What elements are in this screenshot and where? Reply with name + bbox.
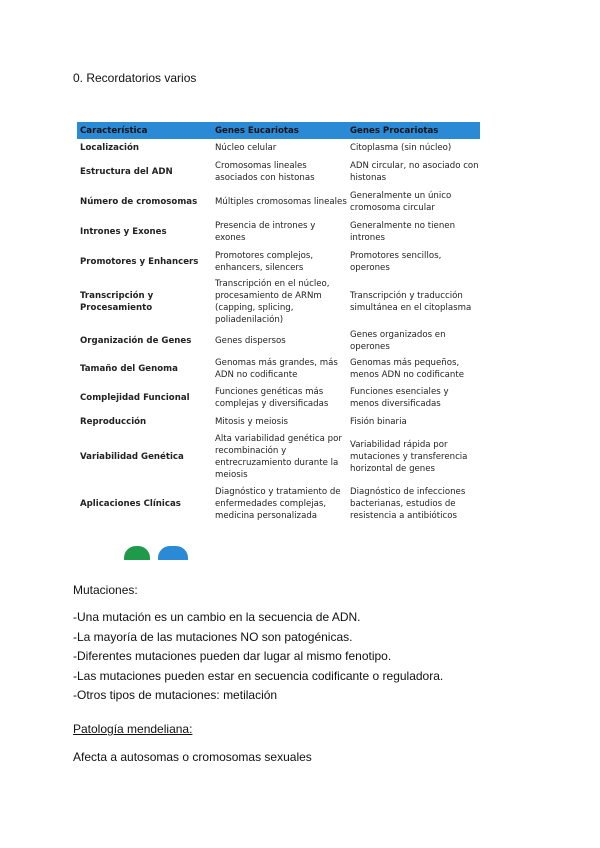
pathology-title: Patología mendeliana: [73,722,193,736]
cell-feature: Organización de Genes [80,336,192,346]
cell-eukaryotic: Alta variabilidad genética por recombinación y entrecruzamiento durante la meiosis [215,434,342,480]
cell-prokaryotic: Genomas más pequeños, menos ADN no codificante [350,358,464,380]
logo-blue-shape [158,546,188,560]
cell-prokaryotic: Funciones esenciales y menos diversificadas [350,387,449,409]
logo-green-shape [124,546,150,560]
list-item: -Una mutación es un cambio en la secuencia de ADN. [73,610,361,624]
cell-eukaryotic: Promotores complejos, enhancers, silencers [215,251,314,273]
cell-prokaryotic: Citoplasma (sin núcleo) [350,143,452,153]
cell-feature: Reproducción [80,417,147,427]
cell-eukaryotic: Genomas más grandes, más ADN no codificante [215,358,338,380]
cell-feature: Localización [80,143,140,153]
table-row [77,383,480,413]
cell-feature: Tamaño del Genoma [80,364,178,374]
cell-eukaryotic: Núcleo celular [215,143,277,153]
cell-feature: Complejidad Funcional [80,393,190,403]
table-row [77,413,480,431]
header-feature: Característica [77,122,212,139]
cell-prokaryotic: Promotores sencillos, operones [350,251,442,273]
table-row [77,277,480,327]
cell-prokaryotic: Diagnóstico de infecciones bacterianas, estudios de resistencia a antibióticos [350,487,466,521]
cell-feature: Intrones y Exones [80,227,167,237]
cell-eukaryotic: Genes dispersos [215,336,286,346]
table-row [77,355,480,383]
cell-prokaryotic: Genes organizados en operones [350,330,446,352]
list-item: -Las mutaciones pueden estar en secuencia codificante o reguladora. [73,668,444,683]
mutations-list [73,610,443,708]
table-header-row [77,122,480,139]
header-eukaryotic: Genes Eucariotas [212,122,347,139]
cell-eukaryotic: Múltiples cromosomas lineales [215,197,347,207]
cell-feature: Aplicaciones Clínicas [80,499,181,509]
cell-prokaryotic: Generalmente un único cromosoma circular [350,191,452,213]
table-clip-mask [76,560,496,580]
cell-feature: Variabilidad Genética [80,452,184,462]
page-heading: 0. Recordatorios varios [73,71,197,85]
cell-feature: Estructura del ADN [80,167,173,177]
cell-feature: Número de cromosomas [80,197,198,207]
cell-prokaryotic: Generalmente no tienen intrones [350,221,456,243]
cell-eukaryotic: Cromosomas lineales asociados con histonas [215,161,315,183]
cell-feature: Promotores y Enhancers [80,257,199,267]
cell-prokaryotic: Transcripción y traducción simultánea en el citoplasma [350,291,472,313]
table-row [77,247,480,277]
table-row [77,139,480,157]
list-item: -Otros tipos de mutaciones: metilación [73,688,278,702]
table-row [77,327,480,355]
table-row [77,157,480,187]
table-row [77,431,480,483]
cell-eukaryotic: Presencia de intrones y exones [215,221,316,243]
table-row [77,187,480,217]
cell-prokaryotic: ADN circular, no asociado con histonas [350,161,479,183]
cell-eukaryotic: Transcripción en el núcleo, procesamiento de ARNm (capping, splicing, poliadenilación) [215,279,330,325]
cell-eukaryotic: Mitosis y meiosis [215,417,288,427]
watermark-logo [124,546,194,560]
cell-feature: Transcripción y Procesamiento [80,291,154,313]
header-prokaryotic: Genes Procariotas [347,122,480,139]
cell-eukaryotic: Funciones genéticas más complejas y diversificadas [215,387,329,409]
list-item: -Diferentes mutaciones pueden dar lugar al mismo fenotipo. [73,649,392,663]
list-item: -La mayoría de las mutaciones NO son patogénicas. [73,629,353,644]
comparison-table [77,122,480,525]
cell-prokaryotic: Variabilidad rápida por mutaciones y transferencia horizontal de genes [350,440,468,474]
table-row [77,217,480,247]
table-row [77,483,480,525]
cell-prokaryotic: Fisión binaria [350,417,407,427]
cell-eukaryotic: Diagnóstico y tratamiento de enfermedades complejas, medicina personalizada [215,487,341,521]
mutations-title: Mutaciones: [73,583,138,597]
pathology-text: Afecta a autosomas o cromosomas sexuales [73,750,312,764]
